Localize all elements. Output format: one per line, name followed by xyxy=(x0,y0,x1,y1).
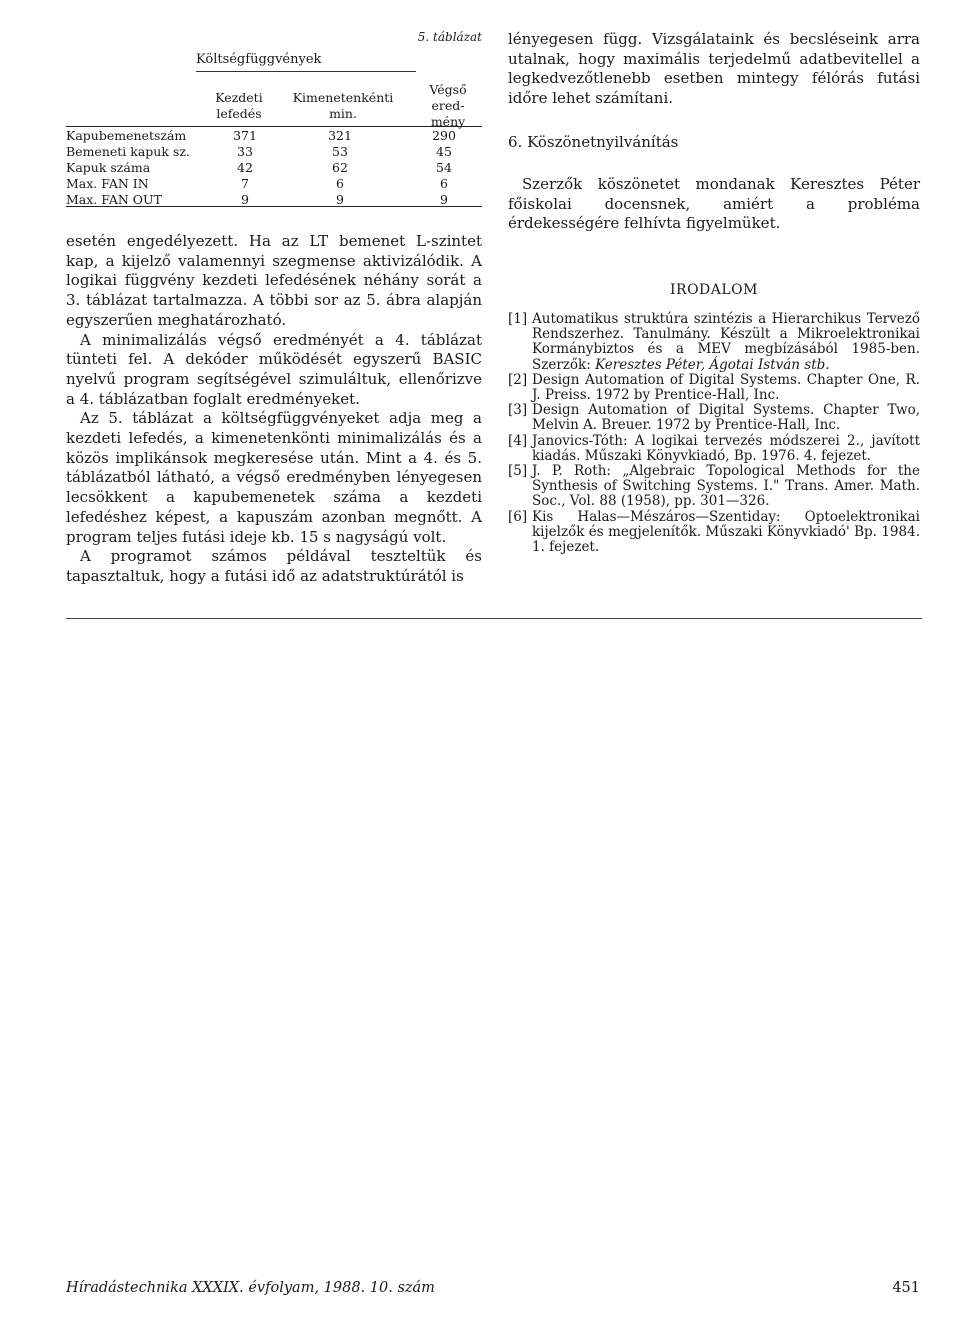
table-col-header-final: Végső ered- mény xyxy=(429,82,467,129)
reference-number: [2] xyxy=(508,371,528,388)
reference-text: Design Automation of Digital Systems. Chapter Two, Melvin A. Breuer. 1972 by Prentice-Hall, Inc. xyxy=(532,402,920,434)
table-group-rule xyxy=(196,71,416,72)
cell: 42 xyxy=(237,160,253,175)
reference-item xyxy=(508,312,920,373)
reference-item xyxy=(508,373,920,403)
cell: 9 xyxy=(336,192,344,207)
paragraph: esetén engedélyezett. Ha az LT bemenet L-szintet kap, a kijelző valamennyi szegmense aktivizálódik. A logikai függvény kezdeti lefedésének néhány sorát a 3. táblázat tartalmazza. A többi sor az 5. ábra alapján egyszerűen meghatározható. xyxy=(66,232,482,329)
paragraph: A programot számos példával teszteltük és tapasztaltuk, hogy a futási idő az adatstruktúrától is xyxy=(66,547,482,585)
reference-item xyxy=(508,464,920,510)
cell: 45 xyxy=(436,144,452,159)
cell: 54 xyxy=(436,160,452,175)
cost-table-body xyxy=(66,128,482,208)
cell: 7 xyxy=(241,176,249,191)
reference-item xyxy=(508,510,920,556)
table-row xyxy=(66,160,482,176)
cell: 9 xyxy=(440,192,448,207)
journal-title: Híradástechnika XXXIX. évfolyam, 1988. 10. szám xyxy=(66,1280,435,1296)
right-column xyxy=(508,30,920,555)
reference-text: J. P. Roth: „Algebraic Topological Methods for the Synthesis of Switching Systems. I." Trans. Amer. Math. Soc., Vol. 88 (1958), pp. 301—326. xyxy=(532,462,920,510)
section-heading: 6. Köszönetnyilvánítás xyxy=(508,132,679,151)
table-top-rule xyxy=(66,126,482,127)
paragraph: Szerzők köszönetet mondanak Keresztes Péter főiskolai docensnek, amiért a probléma érdekességére felhívta figyelmüket. xyxy=(508,174,920,233)
reference-authors: Keresztes Péter, Ágotai István stb. xyxy=(595,356,830,373)
table-caption: 5. táblázat xyxy=(417,30,482,44)
table-group-header: Költségfüggvények xyxy=(196,52,322,67)
paragraph: Az 5. táblázat a költségfüggvényeket adja meg a kezdeti lefedés, a kimenetenkönti minimalizálás és a közös implikánsok megkeresése után. Mint a 4. és 5. táblázatból látható, a végső eredményben lényegesen lecsökkent a kapubemenetek száma a kezdeti lefedéshez képest, a kapuszám azonban megnőtt. A program teljes futási ideje kb. 15 s nagyságú volt. xyxy=(66,409,482,546)
cell: 53 xyxy=(332,144,348,159)
reference-text: Design Automation of Digital Systems. Chapter One, R. J. Preiss. 1972 by Prentice-Hall, Inc. xyxy=(532,371,920,403)
row-label: Max. FAN OUT xyxy=(66,192,162,207)
references-title: IRODALOM xyxy=(670,281,758,298)
row-label: Bemeneti kapuk sz. xyxy=(66,144,190,159)
paragraph: lényegesen függ. Vizsgálataink és becsléseink arra utalnak, hogy maximális terjedelmű adatbevitellel a legkedvezőtlenebb esetben mintegy félórás futási időre lehet számítani. xyxy=(508,30,920,108)
reference-text: Janovics-Tóth: A logikai tervezés módszerei 2., javított kiadás. Műszaki Könyvkiadó, Bp. 1976. 4. fejezet. xyxy=(532,432,920,464)
page-divider-rule xyxy=(66,618,922,619)
reference-item xyxy=(508,403,920,433)
paragraph: A minimalizálás végső eredményét a 4. táblázat tünteti fel. A dekóder működését egyszerű BASIC nyelvű program segítségével szimuláltuk, ellenőrizve a 4. táblázatban foglalt eredményeket. xyxy=(66,330,482,408)
row-label: Max. FAN IN xyxy=(66,176,149,191)
reference-body: Automatikus struktúra szintézis a Hierarchikus Tervező Rendszerhez. Tanulmány. Készült a Mikroelektronikai Kormánybiztos és a MEV megbízásából 1985-ben. Szerzők: xyxy=(532,310,920,373)
left-column xyxy=(66,30,482,590)
reference-text xyxy=(532,312,920,373)
reference-number: [5] xyxy=(508,462,528,479)
cell: 6 xyxy=(336,176,344,191)
cell: 321 xyxy=(328,128,352,143)
table-col-header-initial: Kezdeti lefedés xyxy=(215,90,263,121)
table-row xyxy=(66,176,482,192)
reference-number: [6] xyxy=(508,508,528,525)
reference-number: [1] xyxy=(508,310,528,327)
cell: 33 xyxy=(237,144,253,159)
references-list xyxy=(508,312,920,555)
table-col-header-per-output: Kimenetenkénti min. xyxy=(292,90,394,121)
reference-text: Kis Halas—Mészáros—Szentiday: Optoelektronikai kijelzők és megjelenítők. Műszaki Könyvkiadó' Bp. 1984. 1. fejezet. xyxy=(532,508,920,555)
reference-number: [3] xyxy=(508,402,528,419)
reference-item xyxy=(508,434,920,464)
reference-number: [4] xyxy=(508,432,528,449)
page-footer xyxy=(66,1280,920,1296)
table-row xyxy=(66,128,482,144)
table-row xyxy=(66,144,482,160)
cell: 62 xyxy=(332,160,348,175)
cell: 9 xyxy=(241,192,249,207)
row-label: Kapuk száma xyxy=(66,160,151,175)
left-body-text xyxy=(66,232,482,587)
cell: 371 xyxy=(233,128,257,143)
cell: 290 xyxy=(432,128,456,143)
cell: 6 xyxy=(440,176,448,191)
page-number: 451 xyxy=(892,1280,920,1296)
table-bottom-rule xyxy=(66,206,482,207)
row-label: Kapubemenetszám xyxy=(66,128,187,143)
